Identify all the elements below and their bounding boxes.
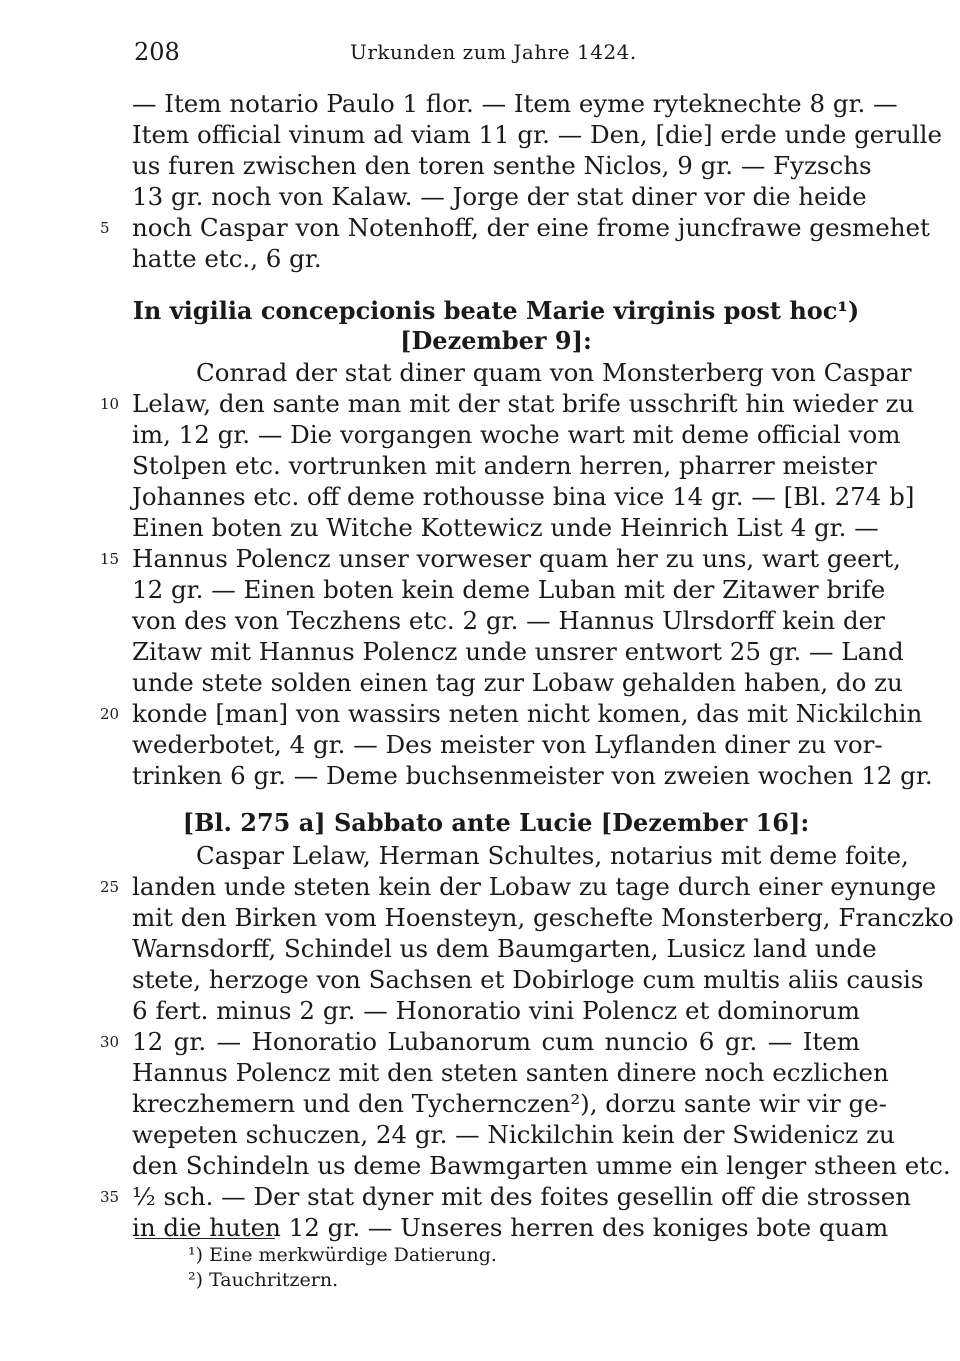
footnote: ¹) Eine merkwürdige Datierung.	[188, 1244, 497, 1266]
text-line: unde stete solden einen tag zur Lobaw gehalden haben, do zu	[132, 668, 903, 697]
line-number: 20	[100, 705, 120, 723]
text-line: 13 gr. noch von Kalaw. — Jorge der stat diner vor die heide	[132, 182, 867, 211]
text-line: mit den Birken vom Hoensteyn, geschefte Monsterberg, Franczko	[132, 903, 954, 932]
line-number: 35	[100, 1188, 120, 1206]
text-line: Johannes etc. off deme rothousse bina vice 14 gr. — [Bl. 274 b]	[132, 482, 915, 511]
text-line: Item official vinum ad viam 11 gr. — Den, [die] erde unde gerulle	[132, 120, 942, 149]
text-line: trinken 6 gr. — Deme buchsenmeister von zweien wochen 12 gr.	[132, 761, 933, 790]
line-number: 25	[100, 878, 120, 896]
line-number: 15	[100, 550, 120, 568]
text-line: hatte etc., 6 gr.	[132, 244, 322, 273]
running-title: Urkunden zum Jahre 1424.	[350, 40, 637, 64]
text-line: 6 fert. minus 2 gr. — Honoratio vini Polencz et dominorum	[132, 996, 860, 1025]
text-line: Lelaw, den sante man mit der stat brife usschrift hin wieder zu	[132, 389, 915, 418]
text-line: Conrad der stat diner quam von Monsterberg von Caspar	[196, 358, 912, 387]
text-line: Warnsdorff, Schindel us dem Baumgarten, Lusicz land unde	[132, 934, 877, 963]
text-line: Zitaw mit Hannus Polencz unde unsrer entwort 25 gr. — Land	[132, 637, 904, 666]
text-line: konde [man] von wassirs neten nicht komen, das mit Nickilchin	[132, 699, 923, 728]
text-line: 12 gr. — Einen boten kein deme Luban mit der Zitawer brife	[132, 575, 886, 604]
text-line: Hannus Polencz mit den steten santen dinere noch eczlichen	[132, 1058, 889, 1087]
text-line: 12 gr. — Honoratio Lubanorum cum nuncio 6 gr. — Item	[132, 1027, 860, 1056]
page-header	[0, 38, 960, 68]
footnote-rule	[135, 1238, 275, 1239]
text-line: stete, herzoge von Sachsen et Dobirloge cum multis aliis causis	[132, 965, 924, 994]
text-line: den Schindeln us deme Bawmgarten umme ein lenger stheen etc.	[132, 1151, 951, 1180]
text-line: Hannus Polencz unser vorweser quam her zu uns, wart geert,	[132, 544, 901, 573]
text-line: Einen boten zu Witche Kottewicz unde Heinrich List 4 gr. —	[132, 513, 879, 542]
text-line: us furen zwischen den toren senthe Niclos, 9 gr. — Fyzschs	[132, 151, 872, 180]
text-line: wederbotet, 4 gr. — Des meister von Lyflanden diner zu vor-	[132, 730, 883, 759]
line-number: 10	[100, 395, 120, 413]
text-line: in die huten 12 gr. — Unseres herren des koniges bote quam	[132, 1213, 889, 1242]
text-line: noch Caspar von Notenhoff, der eine frome juncfrawe gesmehet	[132, 213, 930, 242]
text-line: landen unde steten kein der Lobaw zu tage durch einer eynunge	[132, 872, 937, 901]
section-heading: [Bl. 275 a] Sabbato ante Lucie [Dezember 16]:	[182, 808, 810, 837]
text-line: Stolpen etc. vortrunken mit andern herren, pharrer meister	[132, 451, 877, 480]
page-number: 208	[134, 38, 180, 66]
text-line: Caspar Lelaw, Herman Schultes, notarius mit deme foite,	[196, 841, 909, 870]
text-line: — Item notario Paulo 1 flor. — Item eyme ryteknechte 8 gr. —	[132, 89, 898, 118]
line-number: 30	[100, 1033, 120, 1051]
section-heading-date: [Dezember 9]:	[400, 326, 592, 355]
footnote: ²) Tauchritzern.	[188, 1269, 339, 1291]
section-heading: In vigilia concepcionis beate Marie virginis post hoc¹)	[132, 296, 860, 325]
line-number: 5	[100, 219, 110, 237]
text-line: kreczhemern und den Tychernczen²), dorzu sante wir vir ge-	[132, 1089, 887, 1118]
text-line: wepeten schuczen, 24 gr. — Nickilchin kein der Swidenicz zu	[132, 1120, 895, 1149]
text-line: im, 12 gr. — Die vorgangen woche wart mit deme official vom	[132, 420, 901, 449]
text-line: von des von Teczhens etc. 2 gr. — Hannus Ulrsdorff kein der	[132, 606, 885, 635]
text-line: ½ sch. — Der stat dyner mit des foites gesellin off die strossen	[132, 1182, 912, 1211]
